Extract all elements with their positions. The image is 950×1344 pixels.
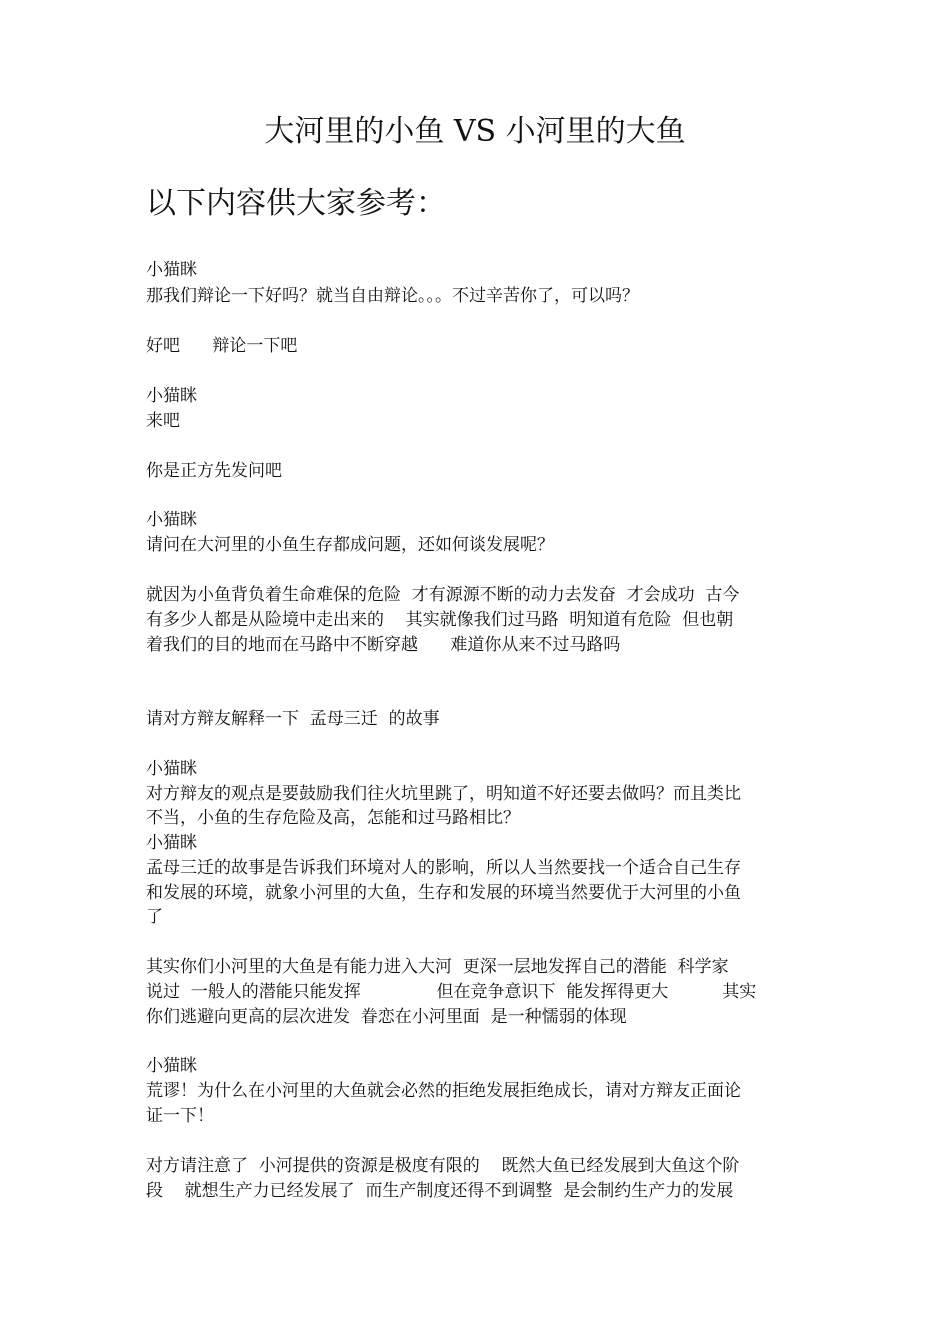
paragraph-line: 就因为小鱼背负着生命难保的危险 才有源源不断的动力去发奋 才会成功 古今 xyxy=(146,585,740,605)
paragraph-line: 你是正方先发问吧 xyxy=(146,461,282,481)
paragraph-line: 对方请注意了 小河提供的资源是极度有限的 既然大鱼已经发展到大鱼这个阶 xyxy=(146,1156,740,1176)
paragraph-line: 了 xyxy=(146,907,163,927)
paragraph-line: 证一下！ xyxy=(146,1106,214,1126)
speaker-label: 小猫眯 xyxy=(146,386,197,406)
paragraph-line: 段 就想生产力已经发展了 而生产制度还得不到调整 是会制约生产力的发展 xyxy=(146,1181,734,1201)
paragraph-line: 好吧 辩论一下吧 xyxy=(146,336,298,356)
speaker-label: 小猫眯 xyxy=(146,759,197,779)
paragraph-line: 有多少人都是从险境中走出来的 其实就像我们过马路 明知道有危险 但也朝 xyxy=(146,610,734,630)
paragraph-line: 荒谬！为什么在小河里的大鱼就会必然的拒绝发展拒绝成长，请对方辩友正面论 xyxy=(146,1081,741,1101)
paragraph-line: 请对方辩友解释一下 孟母三迁 的故事 xyxy=(146,709,440,729)
speaker-label: 小猫眯 xyxy=(146,260,197,280)
paragraph-line: 说过 一般人的潜能只能发挥 但在竞争意识下 能发挥得更大 其实 xyxy=(146,982,757,1002)
speaker-label: 小猫眯 xyxy=(146,1056,197,1076)
paragraph-line: 不当，小鱼的生存危险及高，怎能和过马路相比？ xyxy=(146,808,520,828)
paragraph-line: 对方辩友的观点是要鼓励我们往火坑里跳了，明知道不好还要去做吗？而且类比 xyxy=(146,784,741,804)
paragraph-line: 你们逃避向更高的层次进发 眷恋在小河里面 是一种懦弱的体现 xyxy=(146,1007,627,1027)
paragraph-line: 其实你们小河里的大鱼是有能力进入大河 更深一层地发挥自己的潜能 科学家 xyxy=(146,957,729,977)
paragraph-line: 着我们的目的地而在马路中不断穿越 难道你从来不过马路吗 xyxy=(146,635,621,655)
document-title: 大河里的小鱼 VS 小河里的大鱼 xyxy=(264,114,686,149)
paragraph-line: 来吧 xyxy=(146,411,180,431)
paragraph-line: 和发展的环境，就象小河里的大鱼，生存和发展的环境当然要优于大河里的小鱼 xyxy=(146,883,741,903)
paragraph-line: 那我们辩论一下好吗？就当自由辩论。。。不过辛苦你了，可以吗？ xyxy=(146,286,639,306)
document-subtitle: 以下内容供大家参考： xyxy=(146,186,446,221)
paragraph-line: 请问在大河里的小鱼生存都成问题，还如何谈发展呢？ xyxy=(146,535,554,555)
speaker-label: 小猫眯 xyxy=(146,510,197,530)
speaker-label: 小猫眯 xyxy=(146,833,197,853)
paragraph-line: 孟母三迁的故事是告诉我们环境对人的影响，所以人当然要找一个适合自己生存 xyxy=(146,858,741,878)
